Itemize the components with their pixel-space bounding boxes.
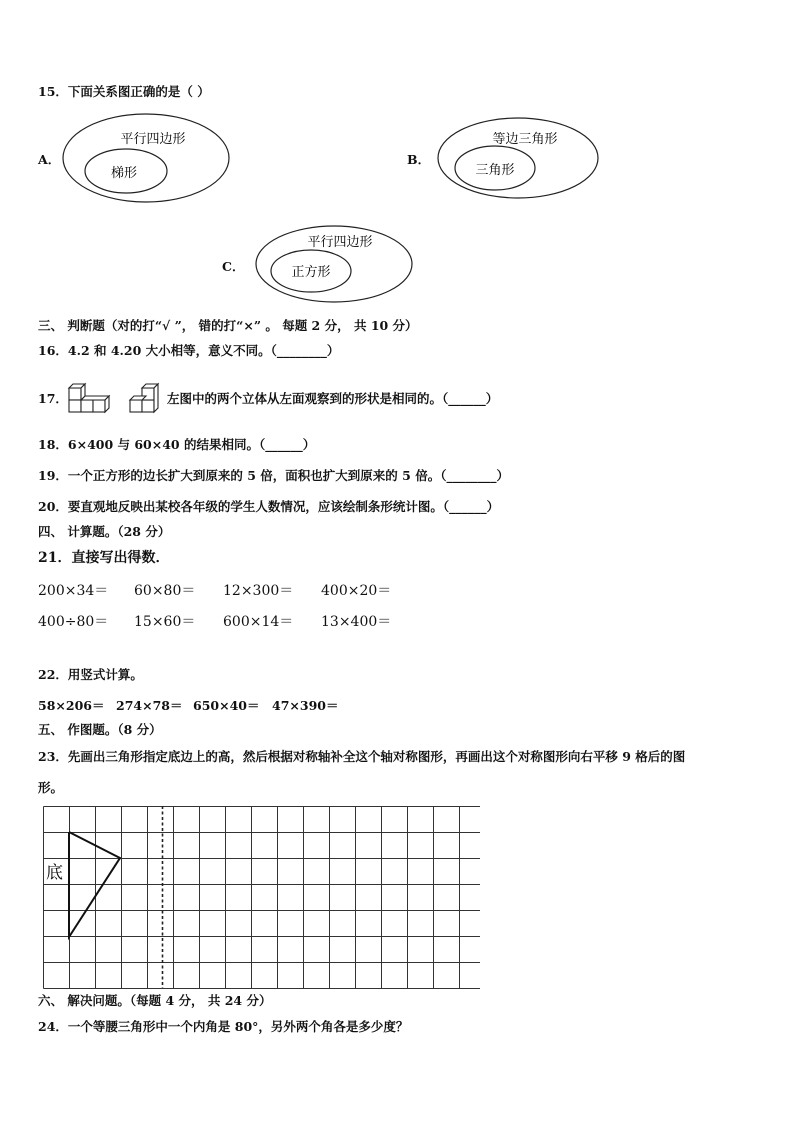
q23-line2: 形。	[38, 780, 64, 795]
cube-figures	[66, 378, 166, 418]
venn-c-outer: 平行四边形	[307, 235, 373, 250]
venn-c-inner: 正方形	[291, 265, 331, 280]
option-a-label: A．	[38, 152, 61, 167]
calc-item: 13×400＝	[321, 614, 392, 630]
q17-number: 17．	[38, 391, 68, 406]
calc-item: 400÷80＝	[38, 614, 109, 630]
vertical-calc-item: 47×390＝	[272, 698, 339, 713]
q17-text: 左图中的两个立体从左面观察到的形状是相同的。（______）	[167, 391, 499, 406]
q19-text: 19．一个正方形的边长扩大到原来的 5 倍，面积也扩大到原来的 5 倍。（________）	[38, 468, 509, 483]
venn-b-inner: 三角形	[475, 163, 515, 178]
q18-text: 18．6×400 与 60×40 的结果相同。（______）	[38, 437, 316, 452]
venn-b-outer: 等边三角形	[492, 132, 558, 147]
option-b-label: B．	[407, 152, 431, 167]
q20-text: 20．要直观地反映出某校各年级的学生人数情况，应该绘制条形统计图。（______）	[38, 499, 500, 514]
q16-text: 16．4.2 和 4.20 大小相等，意义不同。（________）	[38, 343, 340, 358]
q22-text: 22．用竖式计算。	[38, 667, 143, 682]
section-6-heading: 六、 解决问题。（每题 4 分， 共 24 分）	[38, 993, 272, 1008]
section-5-heading: 五、 作图题。（8 分）	[38, 722, 162, 737]
q23-line1: 23．先画出三角形指定底边上的高，然后根据对称轴补全这个轴对称图形，再画出这个对称图形向右平移 9 格后的图	[38, 749, 686, 764]
drawing-grid	[42, 806, 480, 990]
q24-text: 24．一个等腰三角形中一个内角是 80°，另外两个角各是多少度？	[38, 1019, 409, 1034]
vertical-calc-item: 650×40＝	[193, 698, 260, 713]
calc-item: 12×300＝	[223, 583, 294, 599]
q21-text: 21．直接写出得数．	[38, 550, 170, 566]
vertical-calc-item: 274×78＝	[116, 698, 183, 713]
venn-c	[250, 222, 416, 308]
vertical-calc-item: 58×206＝	[38, 698, 105, 713]
section-4-heading: 四、 计算题。（28 分）	[38, 524, 171, 539]
calc-item: 15×60＝	[134, 614, 196, 630]
calc-item: 200×34＝	[38, 583, 109, 599]
calc-item: 60×80＝	[134, 583, 196, 599]
calc-item: 400×20＝	[321, 583, 392, 599]
calc-item: 600×14＝	[223, 614, 294, 630]
venn-a-inner: 梯形	[110, 166, 138, 181]
venn-a-outer: 平行四边形	[120, 132, 186, 147]
section-3-heading: 三、 判断题（对的打“√ ”， 错的打“×” 。 每题 2 分， 共 10 分）	[38, 318, 418, 333]
option-c-label: C．	[222, 259, 245, 274]
q15-text: 15．下面关系图正确的是（ ）	[38, 84, 210, 99]
venn-b	[432, 112, 604, 204]
base-label: 底	[46, 863, 63, 883]
venn-a	[60, 108, 240, 204]
